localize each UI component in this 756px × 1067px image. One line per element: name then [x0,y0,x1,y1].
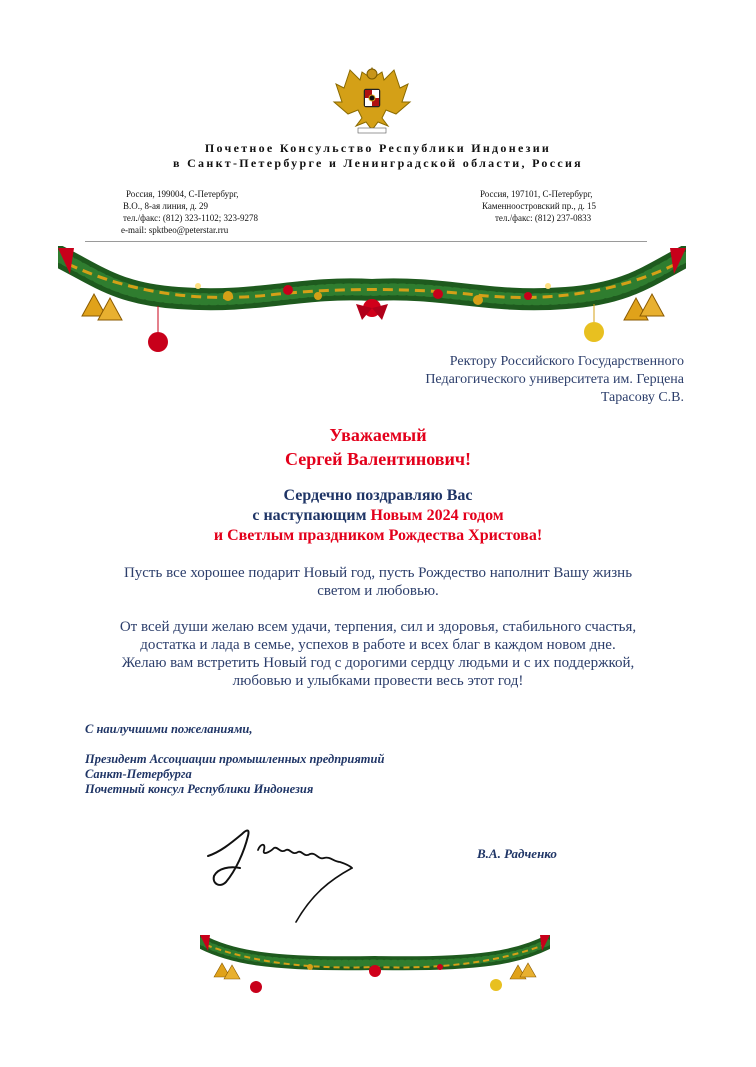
congrats-line-3: и Светлым праздником Рождества Христова! [213,527,543,544]
recipient-name: Тарасову С.В. [600,390,684,405]
paragraph-2-line-2: достатка и лада в семье, успехов в работе и всех благ в каждом новом дне. [140,637,616,653]
address-right-line-2: Каменноостровский пр., д. 15 [482,201,597,211]
congrats-line-2 [0,506,756,526]
closing-phrase: С наилучшими пожеланиями, [85,722,253,736]
signer-title-1: Президент Ассоциации промышленных предприятий [85,752,385,766]
salutation [0,423,756,471]
paragraph-2-line-4: любовью и улыбками провести весь этот год! [232,673,524,689]
salutation-line-2: Сергей Валентинович! [284,449,471,469]
address-left-line-3: тел./факс: (812) 323-1102; 323-9278 [123,213,259,223]
congrats-line-2-start: с наступающим [252,507,367,524]
wish-paragraph-2 [60,618,696,690]
signer-title-2: Санкт-Петербурга [85,767,192,781]
signer-name: В.А. Радченко [477,846,557,861]
salutation-line-1: Уважаемый [329,425,427,445]
paragraph-1-line-2: светом и любовью. [317,583,439,599]
address-right-line-1: Россия, 197101, С-Петербург, [480,189,593,199]
paragraph-1-line-1: Пусть все хорошее подарит Новый год, пусть Рождество наполнит Вашу жизнь [123,565,633,581]
recipient-line-1: Ректору Российского Государственного [449,354,684,369]
new-year-highlight: Новым 2024 годом [370,507,504,524]
address-right-line-3: тел./факс: (812) 237-0833 [495,213,592,223]
address-left-line-1: Россия, 199004, С-Петербург, [126,189,239,199]
consulate-region: в Санкт-Петербурге и Ленинградской области, Россия [173,156,583,170]
recipient-block [284,353,684,407]
garuda-emblem-icon [332,58,412,138]
address-left-line-2: В.О., 8-ая линия, д. 29 [123,201,209,211]
congratulations-block [0,486,756,546]
congrats-line-1: Сердечно поздравляю Вас [283,487,473,504]
christmas-garland-icon [200,935,550,995]
christmas-garland-icon [58,246,686,356]
consulate-name: Почетное Консульство Республики Индонезии [204,141,552,155]
signer-titles [85,752,384,797]
recipient-line-2: Педагогического университета им. Герцена [425,372,684,387]
header-divider [85,241,647,242]
paragraph-2-line-3: Желаю вам встретить Новый год с дорогими сердцу людьми и с их поддержкой, [121,655,635,671]
paragraph-2-line-1: От всей души желаю всем удачи, терпения, сил и здоровья, стабильного счастья, [119,619,637,635]
wish-paragraph-1 [60,564,696,600]
signer-title-3: Почетный консул Республики Индонезия [85,782,314,796]
handwritten-signature [200,822,360,927]
address-left-email: e-mail: spktbeo@peterstar.rru [121,225,229,235]
